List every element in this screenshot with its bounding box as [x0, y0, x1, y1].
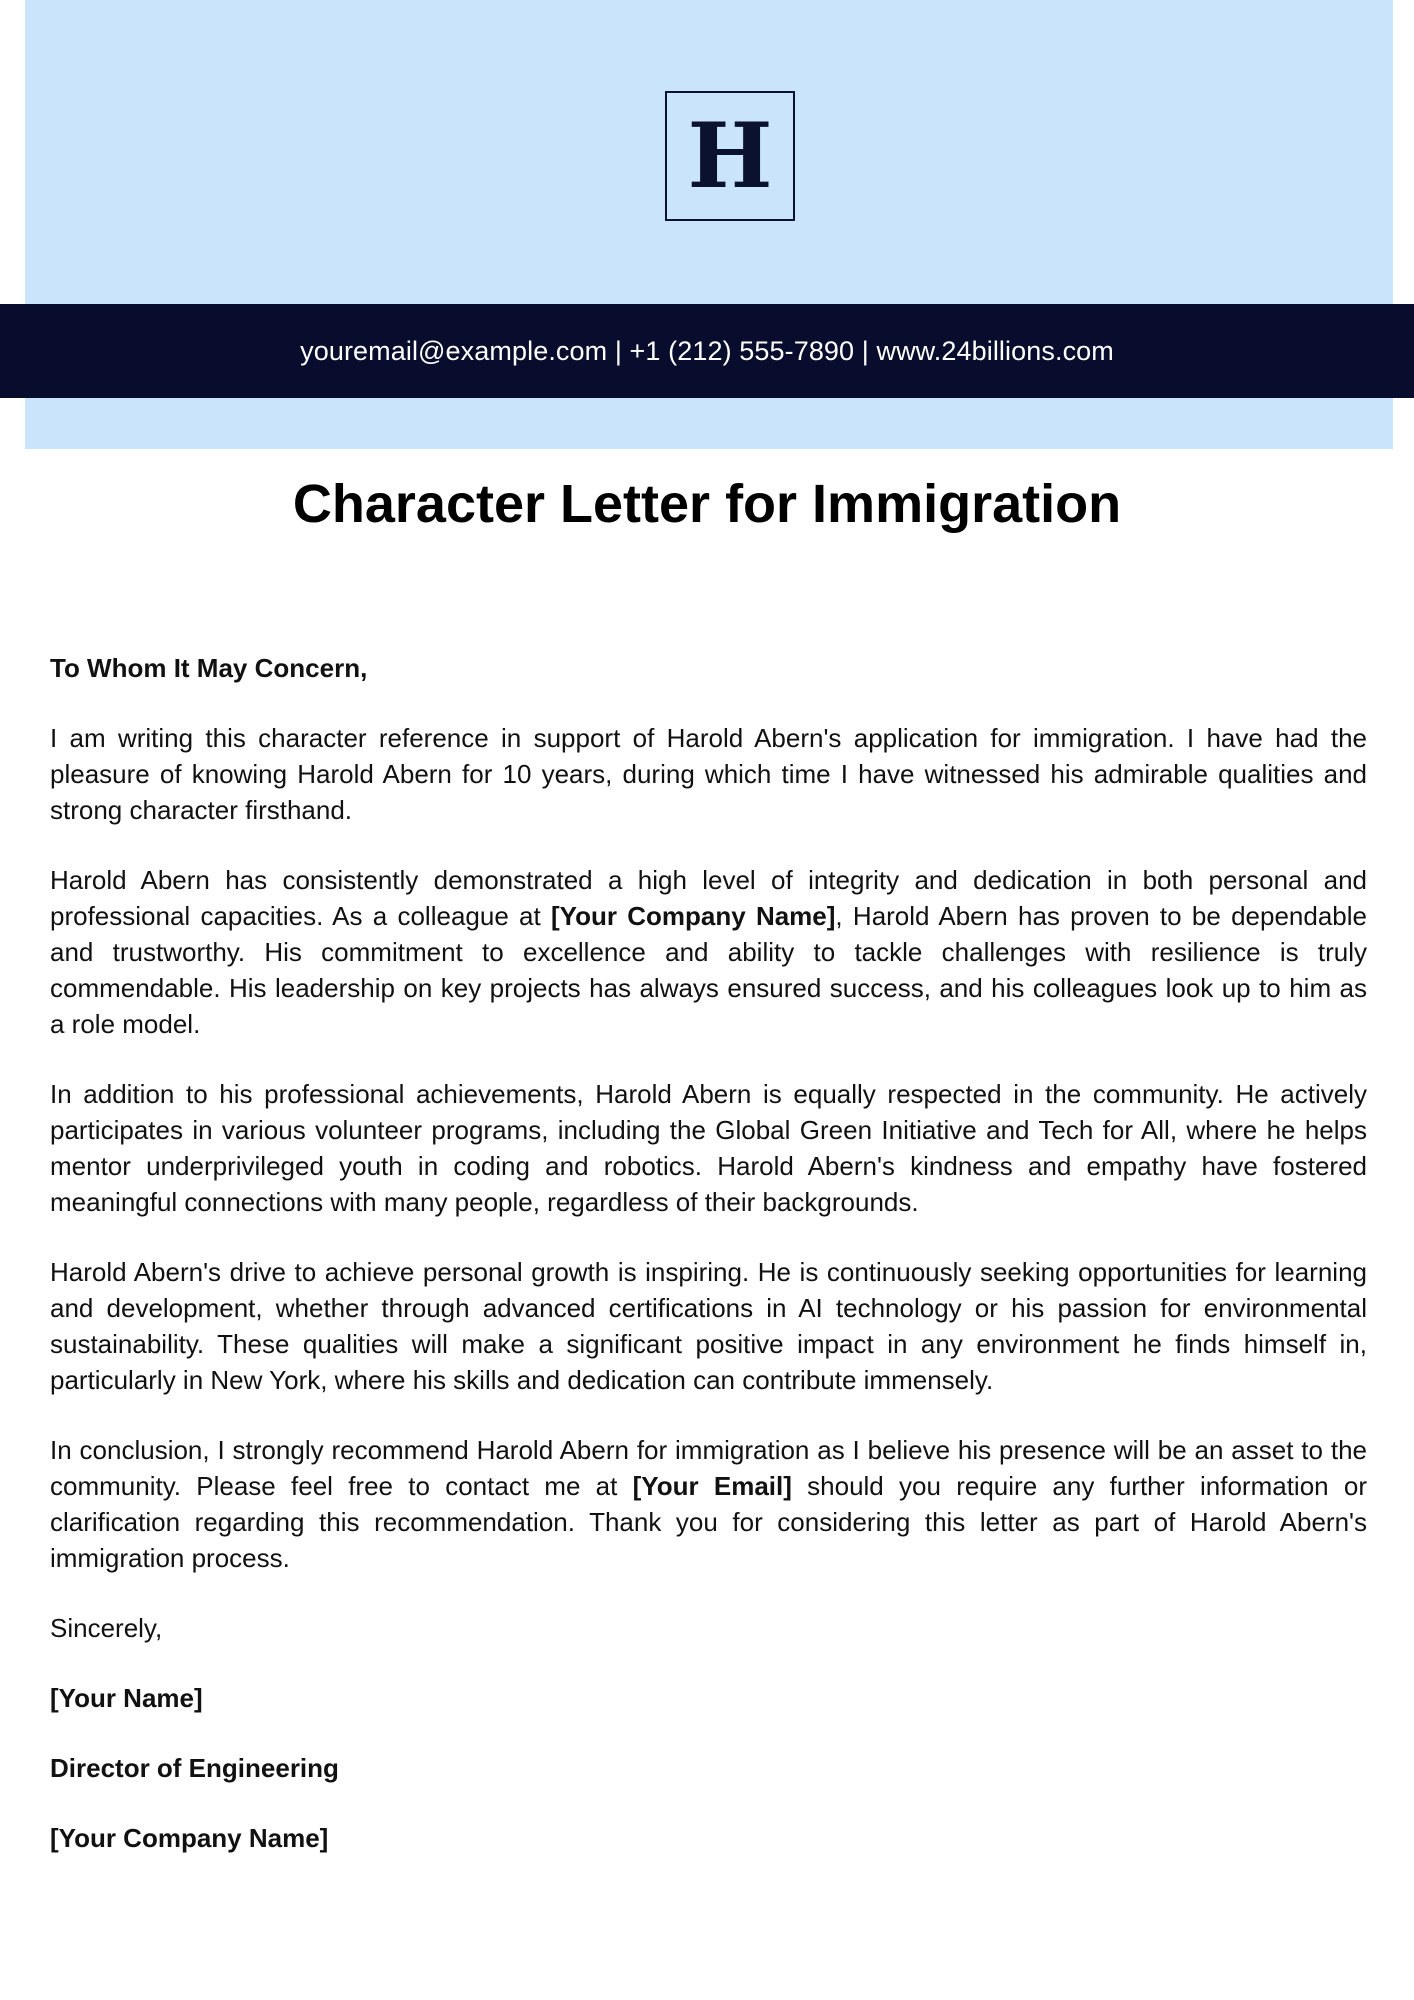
email-placeholder: [Your Email] — [632, 1471, 792, 1501]
signature-title: Director of Engineering — [50, 1753, 339, 1783]
paragraph-5-text-end: should you require any further information or clarification regarding this recommendation. Thank you for considering this letter as part of Harold Abern's immigration process. — [50, 1471, 1368, 1573]
paragraph-5 — [50, 1432, 1367, 1576]
logo-letter: H — [687, 103, 773, 209]
company-placeholder: [Your Company Name] — [551, 901, 836, 931]
paragraph-2-text-end: , Harold Abern has proven to be dependable and trustworthy. His commitment to excellence and ability to tackle challenges with resilience is truly commendable. His leadership on key projects has always ensured success, and his colleagues look up to him as a role model. — [50, 901, 1367, 1039]
contact-info: youremail@example.com | +1 (212) 555-7890 | www.24billions.com — [300, 335, 1114, 366]
contact-bar — [0, 304, 1414, 398]
salutation: To Whom It May Concern, — [50, 653, 368, 683]
paragraph-3: In addition to his professional achievements, Harold Abern is equally respected in the community. He actively participates in various volunteer programs, including the Global Green Initiative and Tech for All, where he helps mentor underprivileged youth in coding and robotics. Harold Abern's kindness and empathy have fostered meaningful connections with many people, regardless of their backgrounds. — [50, 1079, 1367, 1217]
paragraph-4: Harold Abern's drive to achieve personal growth is inspiring. He is continuously seeking opportunities for learning and development, whether through advanced certifications in AI technology or his passion for environmental sustainability. These qualities will make a significant positive impact in any environment he finds himself in, particularly in New York, where his skills and dedication can contribute immensely. — [50, 1257, 1367, 1395]
paragraph-1: I am writing this character reference in support of Harold Abern's application for immigration. I have had the pleasure of knowing Harold Abern for 10 years, during which time I have witnessed his admirable qualities and strong character firsthand. — [50, 723, 1367, 825]
logo — [665, 91, 795, 221]
letter-body — [50, 650, 1367, 1890]
paragraph-2 — [50, 862, 1367, 1042]
closing: Sincerely, — [50, 1613, 163, 1643]
document-title: Character Letter for Immigration — [292, 474, 1122, 534]
paragraph-5-text-start: In conclusion, I strongly recommend Harold Abern for immigration as I believe his presence will be an asset to the community. Please feel free to contact me at — [50, 1435, 1367, 1501]
signature-name: [Your Name] — [50, 1683, 203, 1713]
paragraph-2-text-start: Harold Abern has consistently demonstrated a high level of integrity and dedication in both personal and professional capacities. As a colleague at — [50, 865, 1367, 931]
signature-company: [Your Company Name] — [50, 1823, 329, 1853]
